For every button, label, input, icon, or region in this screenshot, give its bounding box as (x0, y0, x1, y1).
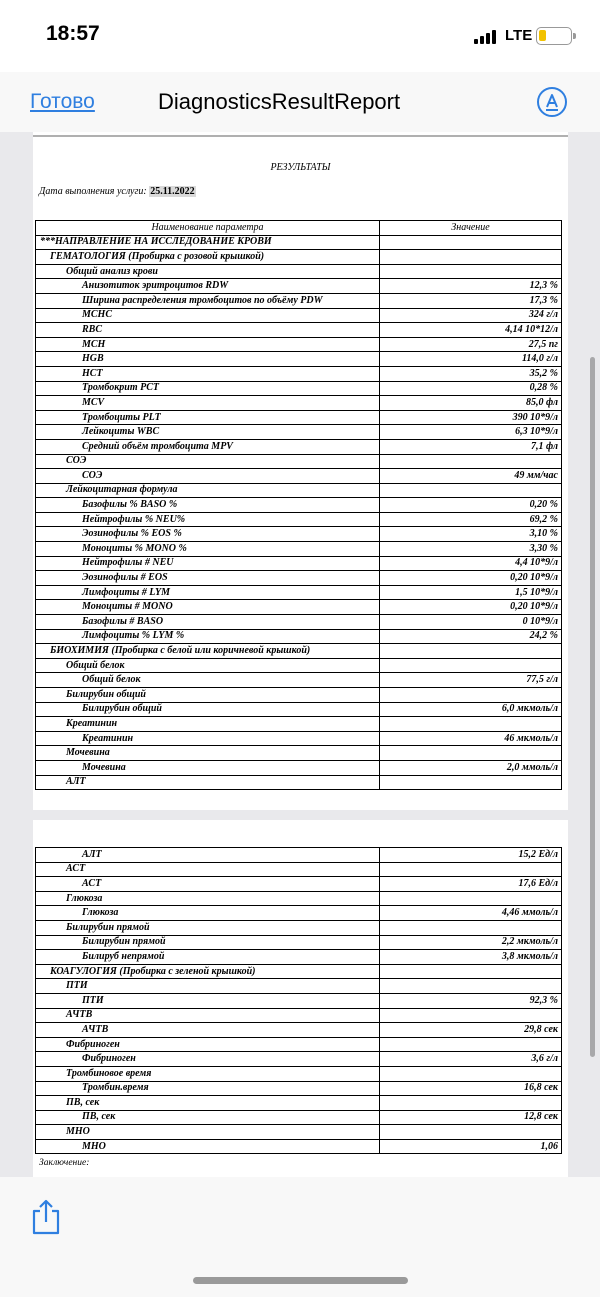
param-value: 85,0 фл (380, 396, 562, 411)
table-row (36, 308, 562, 323)
param-name: Билирубин прямой (36, 920, 380, 935)
table-row (36, 600, 562, 615)
param-name: Общий белок (36, 658, 380, 673)
param-value: 2,0 ммоль/л (380, 760, 562, 775)
table-row (36, 1008, 562, 1023)
share-icon[interactable] (28, 1197, 64, 1237)
param-name: Тромбокрит PCT (36, 381, 380, 396)
param-value (380, 454, 562, 469)
table-row (36, 658, 562, 673)
markup-icon[interactable] (537, 87, 567, 117)
table-header-row (36, 221, 562, 236)
param-value (380, 920, 562, 935)
table-row (36, 688, 562, 703)
param-value: 114,0 г/л (380, 352, 562, 367)
param-name: Билирубин общий (36, 702, 380, 717)
param-name: HCT (36, 366, 380, 381)
table-row (36, 381, 562, 396)
conclusion-label: Заключение: (39, 1158, 90, 1168)
param-value: 35,2 % (380, 366, 562, 381)
param-name: ГЕМАТОЛОГИЯ (Пробирка с розовой крышкой) (36, 250, 380, 265)
done-button[interactable]: Готово (30, 90, 95, 113)
pdf-page-1 (33, 132, 568, 810)
param-name: Нейтрофилы % NEU% (36, 512, 380, 527)
table-row (36, 279, 562, 294)
table-row (36, 264, 562, 279)
param-value: 46 мкмоль/л (380, 731, 562, 746)
param-name: Эозинофилы % EOS % (36, 527, 380, 542)
param-name: Мочевина (36, 746, 380, 761)
param-value (380, 891, 562, 906)
param-name: HGB (36, 352, 380, 367)
table-row (36, 293, 562, 308)
param-value (380, 746, 562, 761)
param-value: 6,3 10*9/л (380, 425, 562, 440)
param-value: 4,14 10*12/л (380, 323, 562, 338)
document-viewer[interactable] (0, 132, 600, 1177)
param-name: MCH (36, 337, 380, 352)
param-value (380, 688, 562, 703)
param-value: 12,8 сек (380, 1110, 562, 1125)
param-value (380, 264, 562, 279)
param-name: MCHC (36, 308, 380, 323)
param-value: 12,3 % (380, 279, 562, 294)
param-name: ПТИ (36, 979, 380, 994)
param-value (380, 964, 562, 979)
param-value (380, 1066, 562, 1081)
table-row (36, 250, 562, 265)
param-value (380, 862, 562, 877)
param-name: МНО (36, 1125, 380, 1140)
table-row (36, 775, 562, 790)
table-row (36, 717, 562, 732)
table-row (36, 644, 562, 659)
param-value (380, 979, 562, 994)
param-value (380, 658, 562, 673)
table-row (36, 702, 562, 717)
param-name: БИОХИМИЯ (Пробирка с белой или коричневой крышкой) (36, 644, 380, 659)
param-value: 15,2 Ед/л (380, 848, 562, 863)
param-name: АСТ (36, 877, 380, 892)
param-name: Ширина распределения тромбоцитов по объёму PDW (36, 293, 380, 308)
param-name: Общий анализ крови (36, 264, 380, 279)
param-value: 3,30 % (380, 542, 562, 557)
param-name: Фибриноген (36, 1052, 380, 1067)
table-row (36, 1066, 562, 1081)
table-row (36, 862, 562, 877)
table-row (36, 571, 562, 586)
table-row (36, 469, 562, 484)
param-value (380, 717, 562, 732)
param-value: 69,2 % (380, 512, 562, 527)
service-date-label: Дата выполнения услуги: (39, 186, 147, 197)
param-name: АЛТ (36, 848, 380, 863)
table-row (36, 410, 562, 425)
param-name: ПВ, сек (36, 1096, 380, 1111)
param-value: 0,20 10*9/л (380, 571, 562, 586)
signal-icon (474, 30, 496, 44)
param-name: Лейкоциты WBC (36, 425, 380, 440)
table-row (36, 979, 562, 994)
param-name: Тромбиновое время (36, 1066, 380, 1081)
table-row (36, 950, 562, 965)
table-row (36, 542, 562, 557)
param-name: АЧТВ (36, 1008, 380, 1023)
table-row (36, 352, 562, 367)
param-name: АЛТ (36, 775, 380, 790)
param-value (380, 483, 562, 498)
table-row (36, 512, 562, 527)
param-name: Лимфоциты % LYM % (36, 629, 380, 644)
param-value: 390 10*9/л (380, 410, 562, 425)
param-name: Тромбоциты PLT (36, 410, 380, 425)
param-name: Билирубин общий (36, 688, 380, 703)
param-value: 49 мм/час (380, 469, 562, 484)
param-name: Билирубин прямой (36, 935, 380, 950)
battery-icon (536, 27, 572, 45)
table-row (36, 483, 562, 498)
table-row (36, 848, 562, 863)
table-row (36, 1052, 562, 1067)
network-label: LTE (505, 27, 533, 44)
table-row (36, 396, 562, 411)
param-name: ПВ, сек (36, 1110, 380, 1125)
table-row (36, 585, 562, 600)
table-row (36, 877, 562, 892)
param-name: КОАГУЛОГИЯ (Пробирка с зеленой крышкой) (36, 964, 380, 979)
param-value (380, 1037, 562, 1052)
param-value: 16,8 сек (380, 1081, 562, 1096)
param-name: Нейтрофилы # NEU (36, 556, 380, 571)
table-row (36, 746, 562, 761)
param-value: 17,3 % (380, 293, 562, 308)
param-name: Билируб непрямой (36, 950, 380, 965)
header-value: Значение (380, 221, 562, 236)
table-row (36, 964, 562, 979)
param-value: 17,6 Ед/л (380, 877, 562, 892)
results-table-continued (35, 847, 562, 1154)
param-name: ***НАПРАВЛЕНИЕ НА ИССЛЕДОВАНИЕ КРОВИ (36, 235, 380, 250)
table-row (36, 891, 562, 906)
param-value: 0 10*9/л (380, 615, 562, 630)
param-name: Базофилы # BASO (36, 615, 380, 630)
param-name: MCV (36, 396, 380, 411)
param-name: Креатинин (36, 717, 380, 732)
table-row (36, 1081, 562, 1096)
param-value: 1,06 (380, 1139, 562, 1154)
param-name: Креатинин (36, 731, 380, 746)
param-name: СОЭ (36, 454, 380, 469)
table-row (36, 906, 562, 921)
param-value (380, 1008, 562, 1023)
table-row (36, 454, 562, 469)
document-title: DiagnosticsResultReport (158, 89, 401, 114)
param-value: 6,0 мкмоль/л (380, 702, 562, 717)
param-value: 4,4 10*9/л (380, 556, 562, 571)
param-name: Мочевина (36, 760, 380, 775)
table-row (36, 337, 562, 352)
table-row (36, 366, 562, 381)
param-value: 3,6 г/л (380, 1052, 562, 1067)
param-value: 92,3 % (380, 993, 562, 1008)
table-row (36, 323, 562, 338)
header-param: Наименование параметра (36, 221, 380, 236)
param-name: RBC (36, 323, 380, 338)
param-value: 0,28 % (380, 381, 562, 396)
param-value: 324 г/л (380, 308, 562, 323)
results-table (35, 220, 562, 790)
table-row (36, 1023, 562, 1038)
table-row (36, 731, 562, 746)
pdf-page-2 (33, 820, 568, 1177)
param-name: СОЭ (36, 469, 380, 484)
table-row (36, 615, 562, 630)
param-name: Анизотиток эритроцитов RDW (36, 279, 380, 294)
status-time: 18:57 (46, 22, 100, 45)
param-name: Моноциты # MONO (36, 600, 380, 615)
table-row (36, 760, 562, 775)
table-row (36, 673, 562, 688)
param-value: 3,10 % (380, 527, 562, 542)
results-heading: РЕЗУЛЬТАТЫ (270, 162, 331, 173)
param-name: Глюкоза (36, 891, 380, 906)
param-value (380, 775, 562, 790)
table-row (36, 425, 562, 440)
table-row (36, 527, 562, 542)
param-value: 3,8 мкмоль/л (380, 950, 562, 965)
param-value: 2,2 мкмоль/л (380, 935, 562, 950)
param-name: Базофилы % BASO % (36, 498, 380, 513)
param-name: МНО (36, 1139, 380, 1154)
param-value: 0,20 10*9/л (380, 600, 562, 615)
home-indicator[interactable] (193, 1277, 408, 1284)
param-name: Тромбин.время (36, 1081, 380, 1096)
param-value: 77,5 г/л (380, 673, 562, 688)
table-row (36, 1037, 562, 1052)
service-date (39, 186, 196, 197)
table-row (36, 556, 562, 571)
param-value: 29,8 сек (380, 1023, 562, 1038)
table-row (36, 1125, 562, 1140)
table-row (36, 920, 562, 935)
nav-bar (0, 72, 600, 132)
table-row (36, 439, 562, 454)
param-name: ПТИ (36, 993, 380, 1008)
table-row (36, 498, 562, 513)
param-value (380, 235, 562, 250)
param-name: Лимфоциты # LYM (36, 585, 380, 600)
status-bar (0, 0, 600, 72)
param-name: Лейкоцитарная формула (36, 483, 380, 498)
param-value: 0,20 % (380, 498, 562, 513)
param-name: Эозинофилы # EOS (36, 571, 380, 586)
param-value: 7,1 фл (380, 439, 562, 454)
param-name: Моноциты % MONO % (36, 542, 380, 557)
param-value: 27,5 пг (380, 337, 562, 352)
param-name: АСТ (36, 862, 380, 877)
param-name: Общий белок (36, 673, 380, 688)
param-name: Глюкоза (36, 906, 380, 921)
param-value (380, 1096, 562, 1111)
table-row (36, 1139, 562, 1154)
param-value (380, 644, 562, 659)
service-date-value: 25.11.2022 (150, 186, 195, 197)
param-name: АЧТВ (36, 1023, 380, 1038)
param-value: 1,5 10*9/л (380, 585, 562, 600)
param-value (380, 1125, 562, 1140)
param-value: 4,46 ммоль/л (380, 906, 562, 921)
table-row (36, 935, 562, 950)
table-row (36, 1096, 562, 1111)
table-row (36, 629, 562, 644)
scrollbar[interactable] (590, 357, 595, 1057)
param-name: Фибриноген (36, 1037, 380, 1052)
param-name: Средний объём тромбоцита MPV (36, 439, 380, 454)
table-row (36, 235, 562, 250)
table-row (36, 1110, 562, 1125)
param-value: 24,2 % (380, 629, 562, 644)
table-row (36, 993, 562, 1008)
param-value (380, 250, 562, 265)
